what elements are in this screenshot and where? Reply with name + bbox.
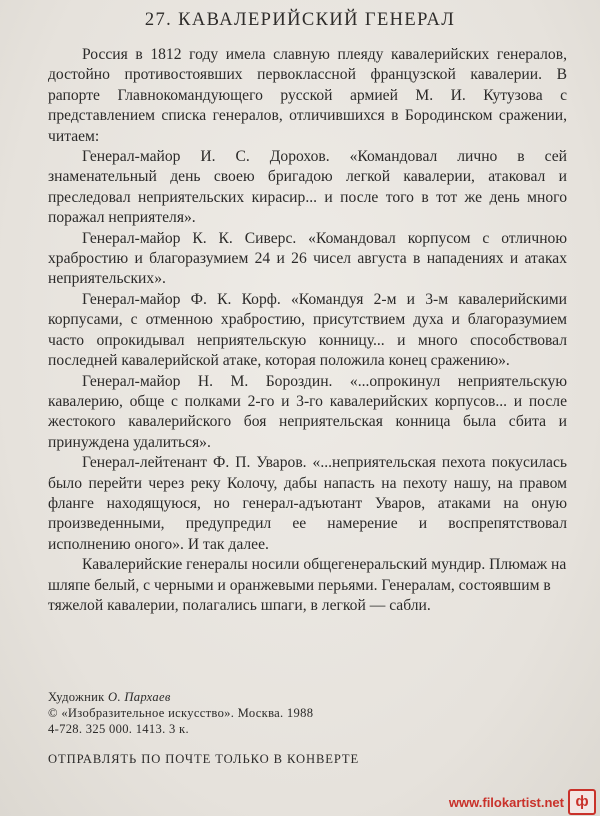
watermark: [449, 789, 596, 815]
paragraph-korf: Генерал-майор Ф. К. Корф. «Командуя 2-м и 3-м кавалерийскими корпусами, с отменною храбростию, присутствием духа и благоразумием часто опрокидывал неприятельскую конницу... и много способствовал последней кавалерийской атаке, которая положила конец сражению».: [48, 290, 567, 370]
paragraph-dorokhov: Генерал-майор И. С. Дорохов. «Командовал лично в сей знаменательный день своею бригадою легкой кавалерии, атаковал и преследовал неприятельских кирасир... и после того в тот же день много поражал неприятеля».: [48, 148, 567, 227]
watermark-url[interactable]: www.filokartist.net: [448, 794, 564, 810]
paragraph-borozdin: Генерал-майор Н. М. Бороздин. «...опрокинул неприятельскую кавалерию, обще с полками 2-го и 3-го кавалерийских корпусов... и после жестокого кавалерийского боя неприятельская конница была сбита и принуждена удалиться».: [48, 372, 567, 451]
credits-block: [48, 689, 468, 737]
paragraph-intro: Россия в 1812 году имела славную плеяду кавалерийских генералов, достойно противостоявших первоклассной французской кавалерии. В рапорте Главнокомандующего русской армией М. И. Кутузова с представлением списка генералов, отличившихся в Бородинском сражении, читаем:: [48, 46, 567, 145]
article-body: [48, 45, 567, 616]
print-info-line: 4-728. 325 000. 1413. 3 к.: [48, 722, 189, 736]
paragraph-uniform: Кавалерийские генералы носили общегенеральский мундир. Плюмаж на шляпе белый, с черными и оранжевыми перьями. Генералам, состоявшим в тяжелой кавалерии, полагались шпаги, в легкой — сабли.: [48, 556, 567, 614]
watermark-logo-icon: ф: [568, 789, 596, 815]
paragraph-sivers: Генерал-майор К. К. Сиверс. «Командовал корпусом с отличною храбростию и благоразумием 24 и 26 чисел августа в нападениях и атаках неприятельских».: [48, 229, 567, 288]
artist-line: [48, 689, 468, 705]
artist-label: Художник: [48, 690, 105, 704]
mail-instruction: ОТПРАВЛЯТЬ ПО ПОЧТЕ ТОЛЬКО В КОНВЕРТЕ: [48, 752, 360, 766]
page-title: 27. КАВАЛЕРИЙСКИЙ ГЕНЕРАЛ: [144, 10, 456, 30]
artist-name: О. Пархаев: [108, 690, 171, 704]
publisher-line: © «Изобразительное искусство». Москва. 1988: [48, 706, 314, 720]
paragraph-uvarov: Генерал-лейтенант Ф. П. Уваров. «...неприятельская пехота покусилась было перейти через реку Колочу, дабы напасть на пехоту нашу, на правом фланге находящуюся, но генерал-адъютант Уваров, атаками на оную произведенными, предупредил ее намерение и воспрепятствовал исполнению оного». И так далее.: [48, 454, 567, 553]
